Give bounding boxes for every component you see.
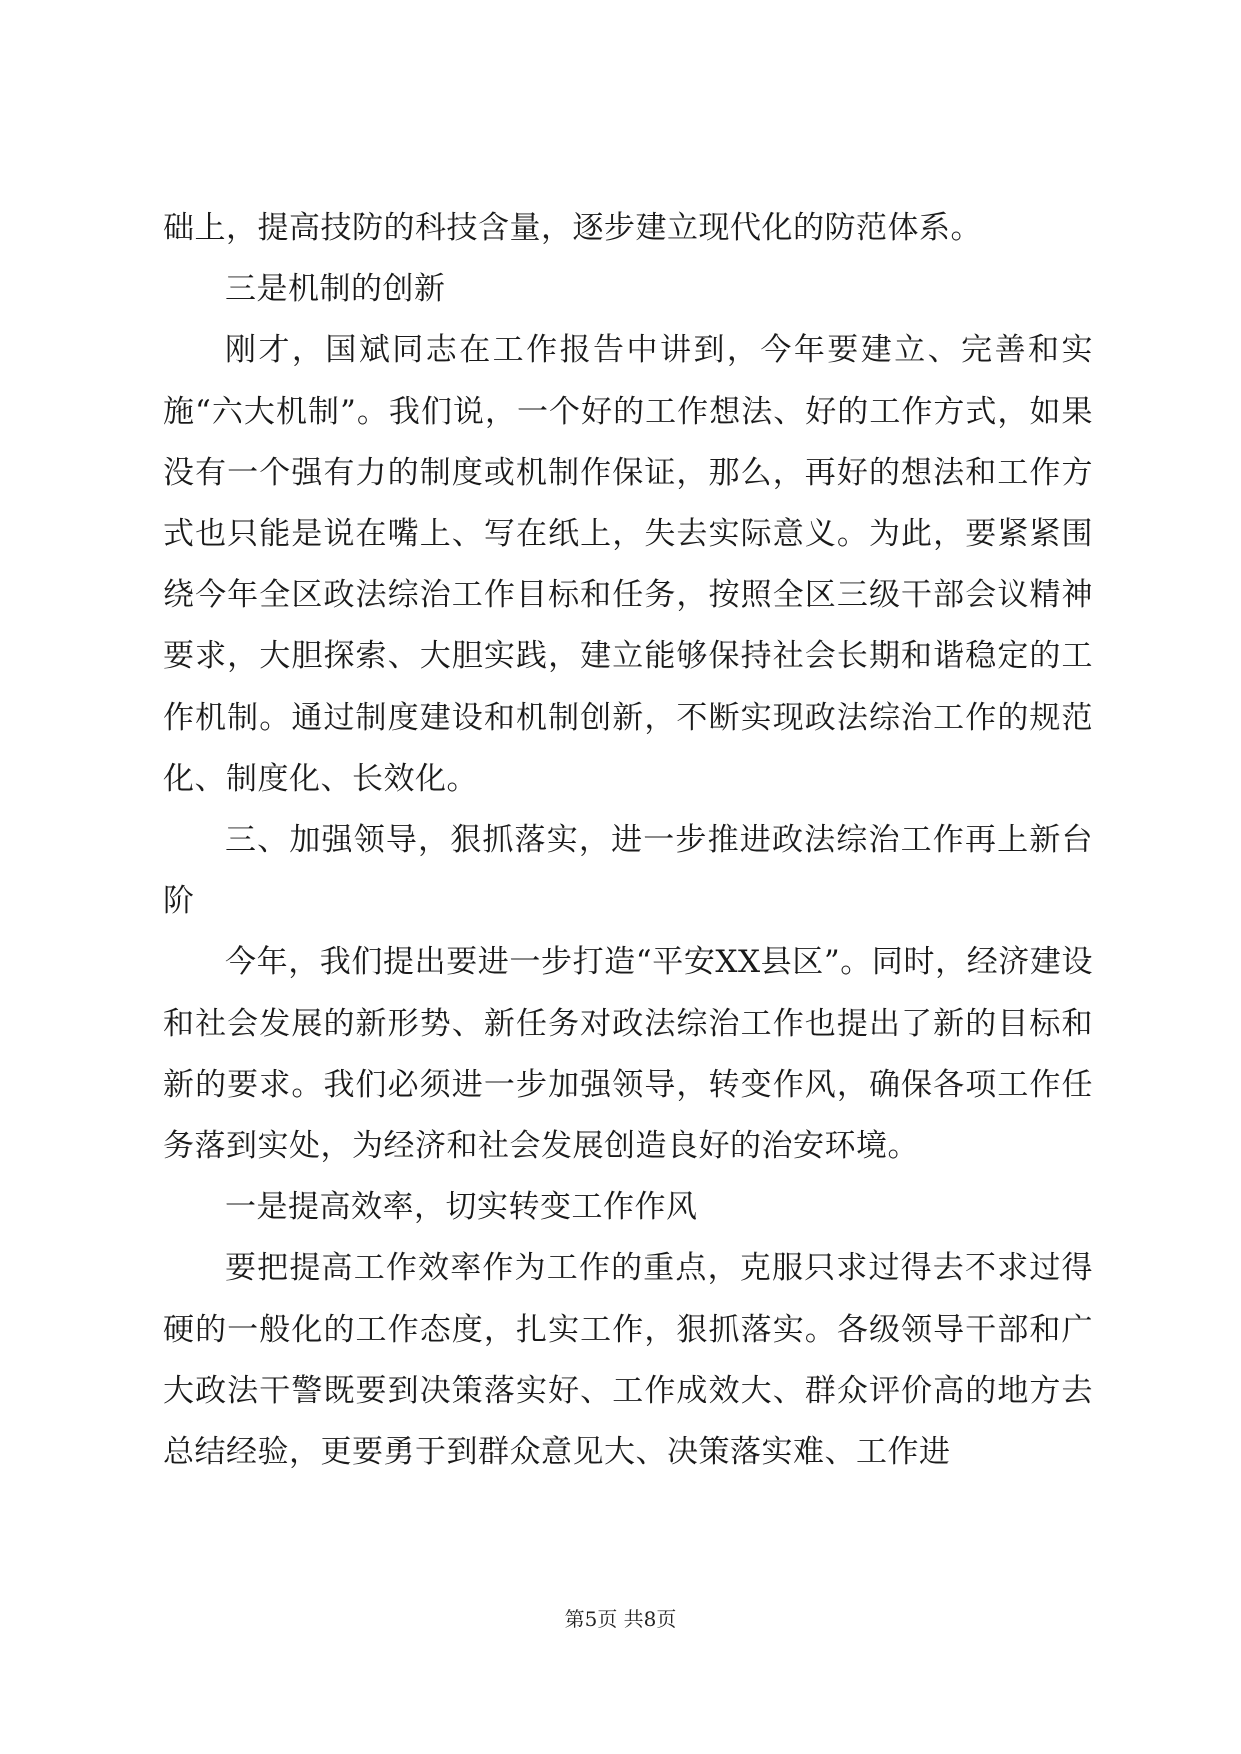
page-footer (0, 1605, 1241, 1633)
heading-mechanism-innovation: 三是机制的创新 (225, 271, 446, 308)
paragraph-5: 今年，我们提出要进一步打造“平安XX县区”。同时，经济建设和社会发展的新形势、新任务对政法综治工作也提出了新的目标和新的要求。我们必须进一步加强领导，转变作风，确保各项工作任务落到实处，为经济和社会发展创造良好的治安环境。 (163, 944, 1093, 1165)
heading-improve-efficiency: 一是提高效率，切实转变工作作风 (225, 1189, 698, 1226)
paragraph-1: 础上，提高技防的科技含量，逐步建立现代化的防范体系。 (163, 210, 982, 246)
paragraph-3: 刚才，国斌同志在工作报告中讲到，今年要建立、完善和实施“六大机制”。我们说，一个好的工作想法、好的工作方式，如果没有一个强有力的制度或机制作保证，那么，再好的想法和工作方式也只能是说在嘴上、写在纸上，失去实际意义。为此，要紧紧围绕今年全区政法综治工作目标和任务，按照全区三级干部会议精神要求，大胆探索、大胆实践，建立能够保持社会长期和谐稳定的工作机制。通过制度建设和机制创新，不断实现政法综治工作的规范化、制度化、长效化。 (163, 332, 1093, 797)
document-body (163, 198, 1093, 1483)
section-heading-three: 三、加强领导，狠抓落实，进一步推进政法综治工作再上新台阶 (163, 822, 1093, 920)
page-number: 第5页 共8页 (564, 1607, 677, 1631)
paragraph-7: 要把提高工作效率作为工作的重点，克服只求过得去不求过得硬的一般化的工作态度，扎实工作，狠抓落实。各级领导干部和广大政法干警既要到决策落实好、工作成效大、群众评价高的地方去总结经验，更要勇于到群众意见大、决策落实难、工作进 (163, 1250, 1093, 1471)
